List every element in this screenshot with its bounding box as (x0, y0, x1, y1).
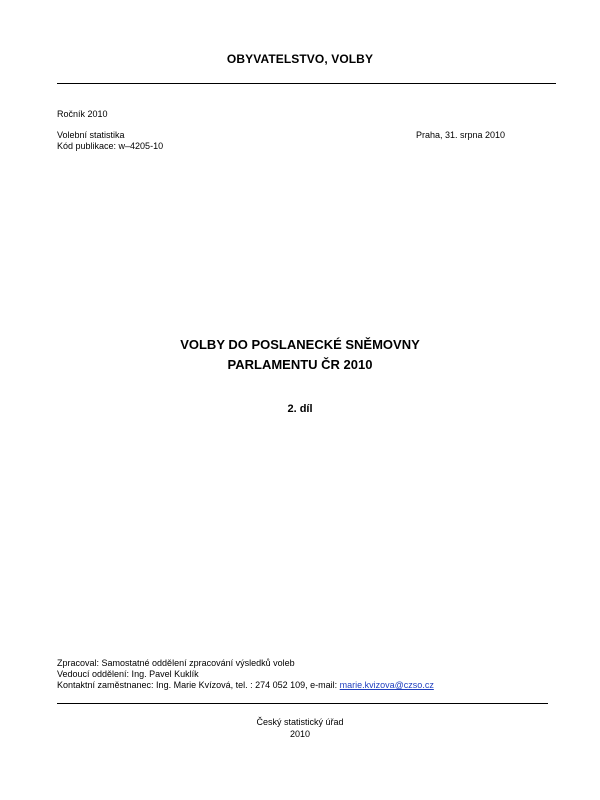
footer-divider (57, 703, 548, 704)
series-name: Volební statistika (57, 130, 125, 140)
main-title-line-1: VOLBY DO POSLANECKÉ SNĚMOVNY (180, 337, 420, 352)
main-title (0, 335, 600, 375)
volume-year: Ročník 2010 (57, 109, 108, 119)
contact-line (57, 680, 434, 691)
part-number: 2. díl (287, 403, 313, 415)
place-date: Praha, 31. srpna 2010 (416, 130, 506, 140)
header-divider (57, 83, 556, 84)
institution-name: Český statistický úřad (256, 717, 344, 727)
footer (0, 716, 600, 740)
main-title-line-2: PARLAMENTU ČR 2010 (227, 357, 373, 372)
prepared-by: Zpracoval: Samostatné oddělení zpracování výsledků voleb (57, 658, 295, 668)
head-of-department: Vedoucí oddělení: Ing. Pavel Kuklík (57, 669, 199, 679)
header-title: OBYVATELSTVO, VOLBY (226, 52, 374, 66)
footer-year: 2010 (289, 729, 311, 739)
contact-email-link[interactable]: marie.kvizova@czso.cz (339, 680, 434, 690)
publication-code: Kód publikace: w–4205-10 (57, 141, 164, 151)
contact-text: Kontaktní zaměstnanec: Ing. Marie Kvízová, tel. : 274 052 109, e-mail: (57, 680, 340, 690)
